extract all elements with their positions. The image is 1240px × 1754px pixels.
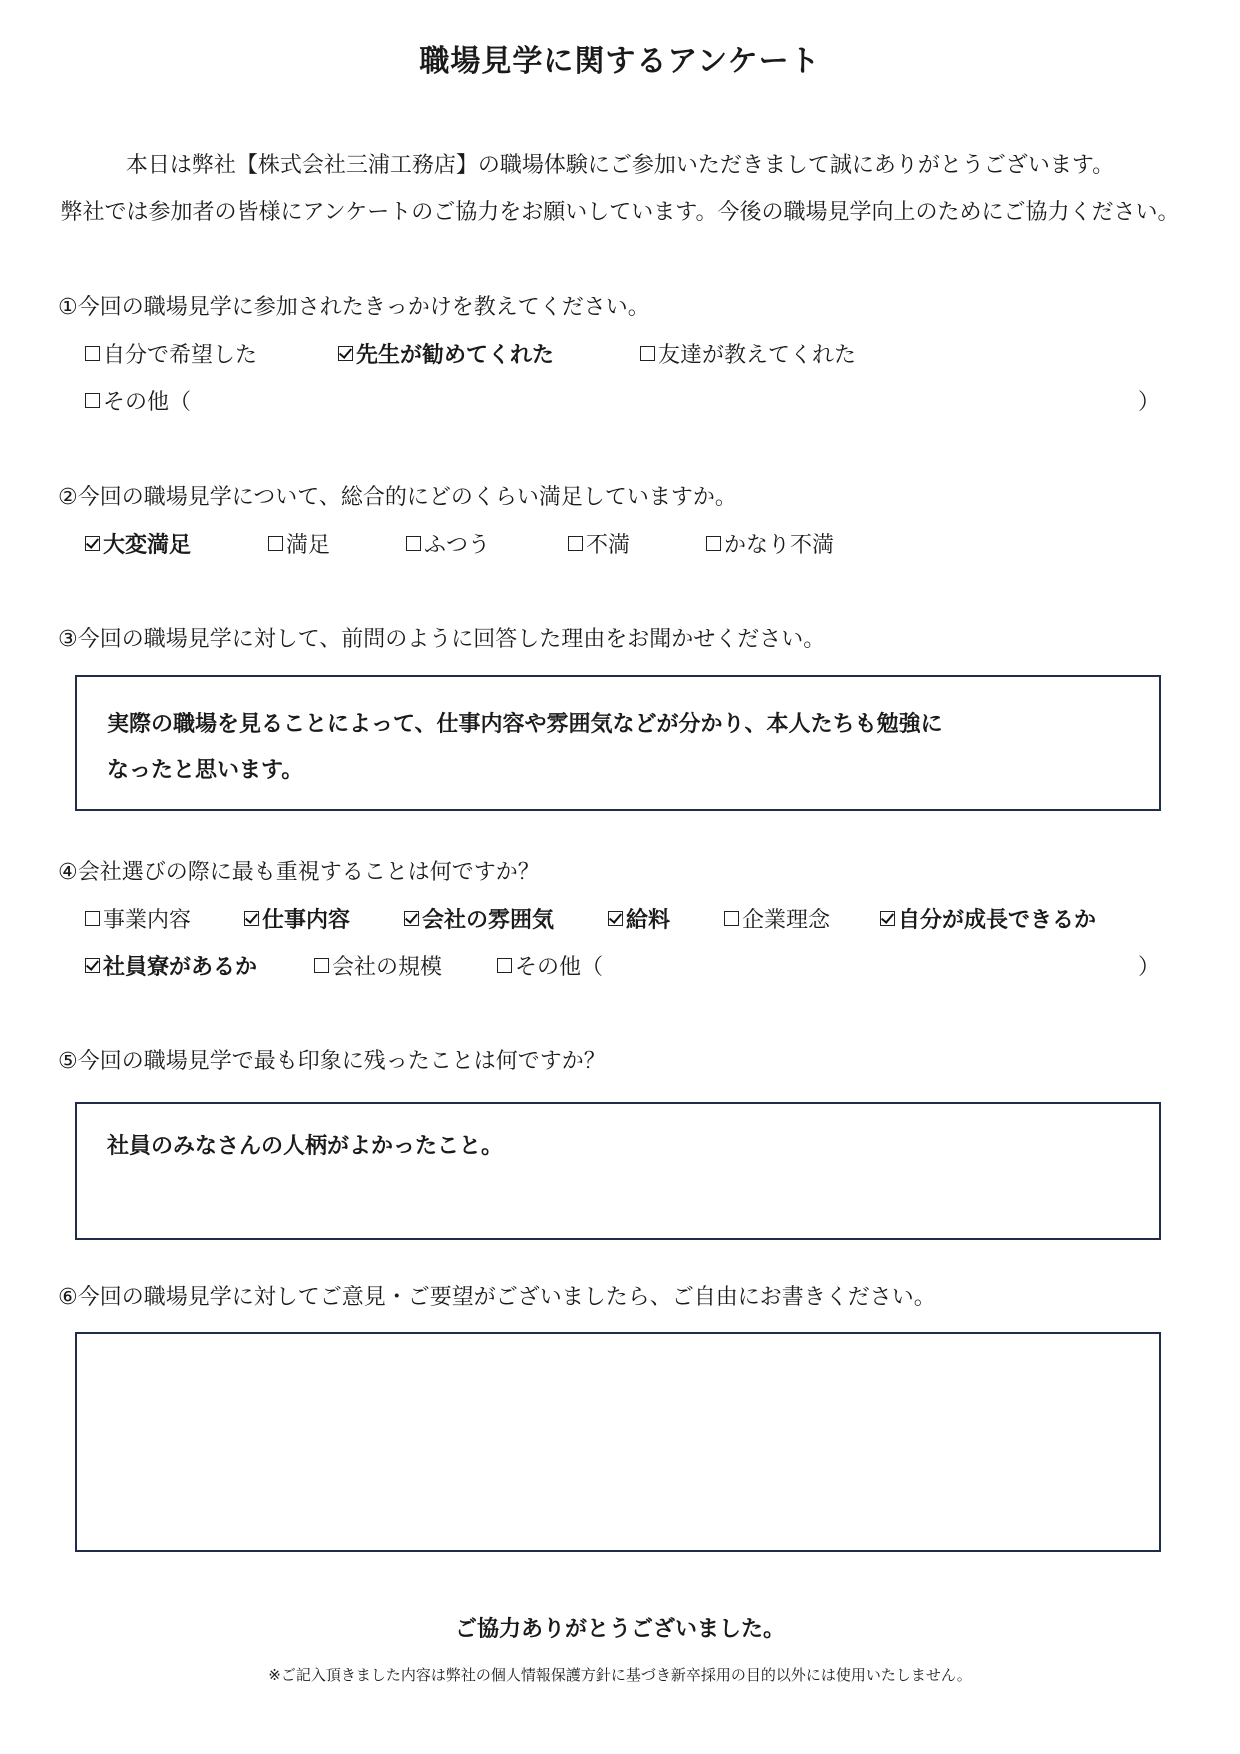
checkbox-icon[interactable] [85,346,100,361]
intro-line-1: 本日は弊社【株式会社三浦工務店】の職場体験にご参加いただきまして誠にありがとうございます。 [125,153,1115,178]
question-3: ③今回の職場見学に対して、前問のように回答した理由をお聞かせください。 [58,627,826,652]
q2-option-satisfied[interactable]: 満足 [268,528,330,559]
q1-option-self[interactable]: 自分で希望した [85,338,257,369]
checkbox-icon[interactable] [724,911,739,926]
question-2: ②今回の職場見学について、総合的にどのくらい満足していますか。 [58,485,737,510]
checkbox-icon[interactable] [706,536,721,551]
q1-option-teacher[interactable]: 先生が勧めてくれた [338,338,554,369]
checkbox-checked-icon[interactable] [880,911,895,926]
q3-answer-line-2: なったと思います。 [107,758,304,783]
checkbox-icon[interactable] [406,536,421,551]
q4-option-other[interactable]: その他（ [497,950,603,981]
checkbox-checked-icon[interactable] [244,911,259,926]
q2-option-dissatisfied[interactable]: 不満 [568,528,630,559]
q1-option-other[interactable]: その他（ [85,385,191,416]
q2-option-very-dissatisfied[interactable]: かなり不満 [706,528,834,559]
q4-option-growth[interactable]: 自分が成長できるか [880,903,1096,934]
q2-option-very-satisfied[interactable]: 大変満足 [85,528,191,559]
thanks-message: ご協力ありがとうございました。 [454,1617,785,1642]
q4-option-dormitory[interactable]: 社員寮があるか [85,950,257,981]
checkbox-checked-icon[interactable] [608,911,623,926]
q4-option-business[interactable]: 事業内容 [85,903,191,934]
checkbox-checked-icon[interactable] [338,346,353,361]
q4-other-close-paren: ） [1138,955,1161,980]
q4-option-company-size[interactable]: 会社の規模 [314,950,442,981]
q3-answer-box[interactable] [75,675,1161,811]
privacy-note: ※ご記入頂きました内容は弊社の個人情報保護方針に基づき新卒採用の目的以外には使用いたしません。 [268,1666,972,1684]
intro-line-2: 弊社では参加者の皆様にアンケートのご協力をお願いしています。今後の職場見学向上のためにご協力ください。 [60,200,1180,225]
page-title: 職場見学に関するアンケート [419,44,821,79]
q4-option-salary[interactable]: 給料 [608,903,670,934]
q6-answer-box[interactable] [75,1332,1161,1552]
checkbox-icon[interactable] [314,958,329,973]
q5-answer-box[interactable] [75,1102,1161,1240]
question-5: ⑤今回の職場見学で最も印象に残ったことは何ですか？ [58,1049,606,1074]
checkbox-icon[interactable] [497,958,512,973]
q5-answer-text: 社員のみなさんの人柄がよかったこと。 [107,1134,504,1159]
checkbox-icon[interactable] [85,911,100,926]
checkbox-icon[interactable] [268,536,283,551]
checkbox-checked-icon[interactable] [85,958,100,973]
checkbox-icon[interactable] [640,346,655,361]
question-1: ①今回の職場見学に参加されたきっかけを教えてください。 [58,295,650,320]
q2-option-neutral[interactable]: ふつう [406,528,490,559]
q3-answer-line-1: 実際の職場を見ることによって、仕事内容や雰囲気などが分かり、本人たちも勉強に [107,712,943,737]
checkbox-icon[interactable] [85,393,100,408]
q4-option-atmosphere[interactable]: 会社の雰囲気 [404,903,554,934]
q4-option-philosophy[interactable]: 企業理念 [724,903,830,934]
q1-other-close-paren: ） [1138,390,1161,415]
question-6: ⑥今回の職場見学に対してご意見・ご要望がございましたら、ご自由にお書きください。 [58,1285,936,1310]
q4-option-job-content[interactable]: 仕事内容 [244,903,350,934]
checkbox-checked-icon[interactable] [85,536,100,551]
question-4: ④会社選びの際に最も重視することは何ですか？ [58,860,540,885]
checkbox-checked-icon[interactable] [404,911,419,926]
q1-option-friend[interactable]: 友達が教えてくれた [640,338,856,369]
checkbox-icon[interactable] [568,536,583,551]
